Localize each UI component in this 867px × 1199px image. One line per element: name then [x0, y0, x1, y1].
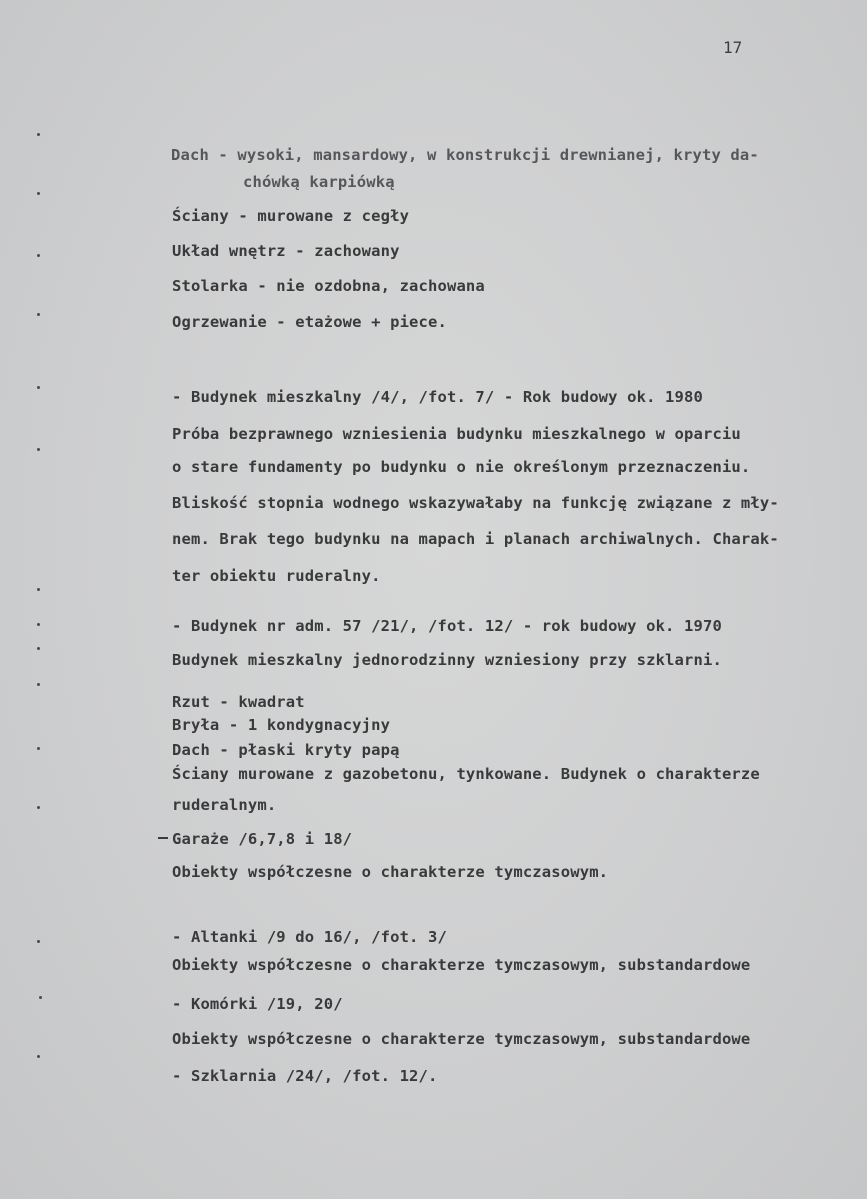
page-number: 17 — [723, 38, 743, 57]
margin-dot — [37, 588, 40, 591]
text-line: Obiekty współczesne o charakterze tymczasowym, substandardowe — [172, 1030, 751, 1048]
text-line: Ogrzewanie - etażowe + piece. — [172, 313, 447, 331]
text-line: Bryła - 1 kondygnacyjny — [172, 716, 391, 734]
margin-dot — [37, 940, 40, 943]
text-line: o stare fundamenty po budynku o nie określonym przeznaczeniu. — [172, 458, 751, 476]
text-line: ruderalnym. — [172, 796, 277, 814]
text-line: Obiekty współczesne o charakterze tymczasowym. — [172, 863, 609, 881]
margin-dot — [37, 747, 40, 750]
margin-dot — [37, 386, 40, 389]
margin-dot — [39, 996, 42, 999]
text-line: Ściany murowane z gazobetonu, tynkowane. Budynek o charakterze — [172, 765, 760, 783]
text-line: Dach - wysoki, mansardowy, w konstrukcji drewnianej, kryty da- — [171, 146, 759, 164]
text-line: Próba bezprawnego wzniesienia budynku mieszkalnego w oparciu — [172, 425, 741, 443]
margin-dot — [37, 647, 40, 650]
text-line: Budynek mieszkalny jednorodzinny wzniesiony przy szklarni. — [172, 651, 722, 669]
margin-dot — [37, 806, 40, 809]
margin-dot — [37, 313, 40, 316]
section-heading: - Budynek nr adm. 57 /21/, /fot. 12/ - rok budowy ok. 1970 — [172, 617, 722, 635]
margin-dot — [37, 623, 40, 626]
section-heading: - Budynek mieszkalny /4/, /fot. 7/ - Rok budowy ok. 1980 — [172, 388, 703, 406]
section-heading: - Altanki /9 do 16/, /fot. 3/ — [172, 928, 447, 946]
section-heading: Garaże /6,7,8 i 18/ — [172, 830, 353, 848]
text-line: Dach - płaski kryty papą — [172, 741, 400, 759]
text-line: Rzut - kwadrat — [172, 693, 305, 711]
text-line: Ściany - murowane z cegły — [172, 207, 410, 225]
margin-dot — [37, 683, 40, 686]
text-line: ter obiektu ruderalny. — [172, 567, 381, 585]
text-line: nem. Brak tego budynku na mapach i planach archiwalnych. Charak- — [172, 530, 779, 548]
margin-dot — [37, 133, 40, 136]
margin-dot — [37, 448, 40, 451]
section-heading: - Szklarnia /24/, /fot. 12/. — [172, 1067, 438, 1085]
text-line: Układ wnętrz - zachowany — [172, 242, 400, 260]
margin-dot — [37, 254, 40, 257]
section-heading: - Komórki /19, 20/ — [172, 995, 343, 1013]
margin-dash — [158, 837, 168, 839]
text-line: Obiekty współczesne o charakterze tymczasowym, substandardowe — [172, 956, 751, 974]
text-line: Bliskość stopnia wodnego wskazywałaby na funkcję związane z mły- — [172, 494, 779, 512]
margin-dot — [37, 1055, 40, 1058]
text-line: chówką karpiówką — [243, 173, 395, 191]
text-line: Stolarka - nie ozdobna, zachowana — [172, 277, 485, 295]
margin-dot — [37, 192, 40, 195]
